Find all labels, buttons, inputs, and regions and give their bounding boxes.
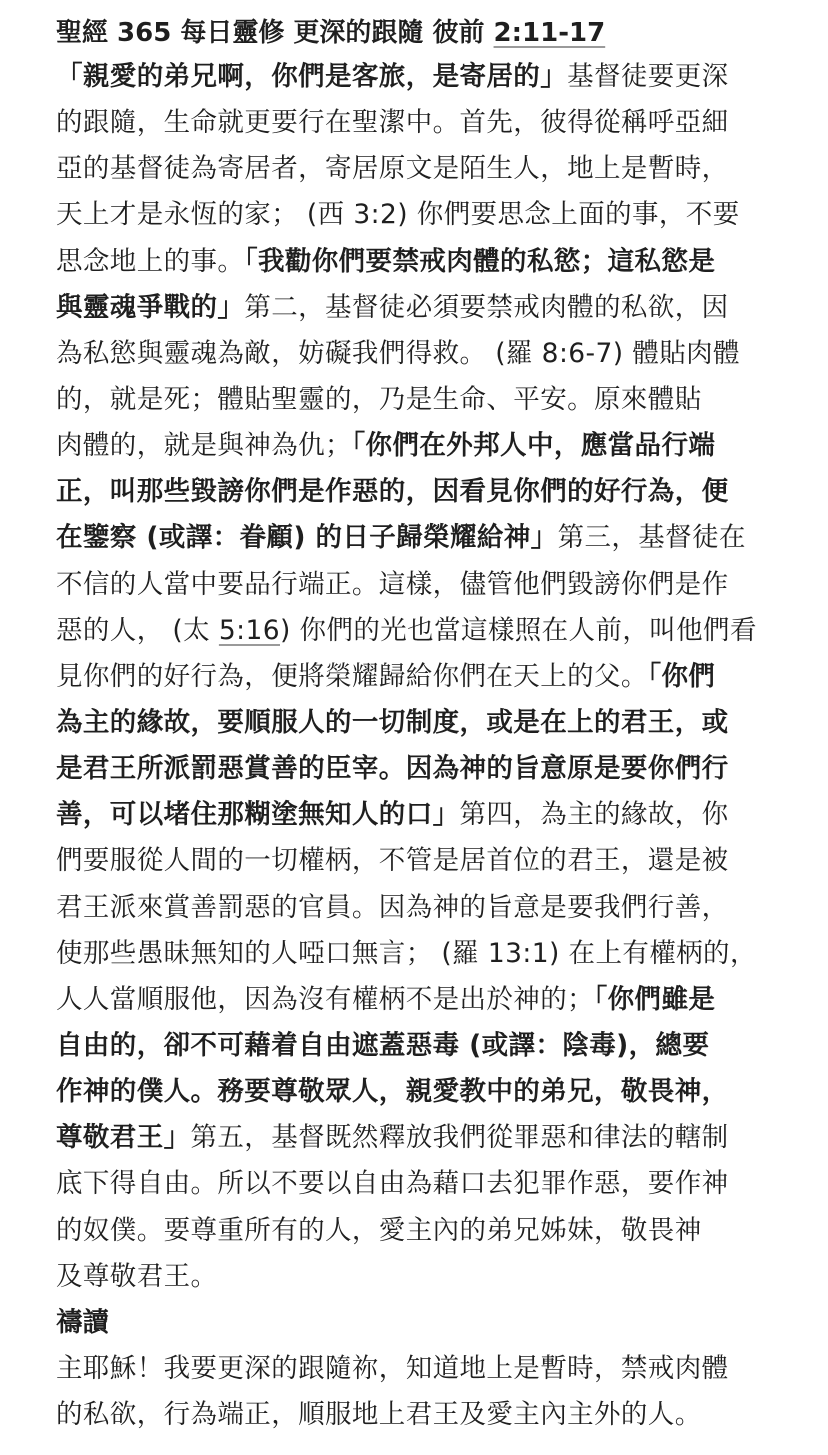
prayer-line: 主耶穌！我要更深的跟隨祢，知道地上是暫時，禁戒肉體 [56, 1352, 729, 1384]
body-text-segment: 底下得自由。所以不要以自由為藉口去犯罪作惡，要作神 [56, 1168, 729, 1200]
scripture-quote: 在鑒察 (或譯：眷顧) 的日子歸榮耀給神」 [56, 522, 558, 554]
body-line [56, 931, 778, 977]
body-line [56, 977, 778, 1023]
title-scripture-reference[interactable]: 2:11-17 [493, 18, 606, 48]
body-text-segment: 人人當順服他，因為沒有權柄不是出於神的； [56, 983, 594, 1015]
body-text-segment: 不信的人當中要品行端正。這樣，儘管他們毀謗你們是作 [56, 568, 729, 600]
scripture-quote: 是君王所派罰惡賞善的臣宰。因為神的旨意原是要你們行 [56, 753, 729, 785]
scripture-quote: 「你們 [647, 660, 716, 692]
body-text-segment: 惡的人， (太 [56, 614, 219, 646]
body-text-segment: 亞的基督徒為寄居者，寄居原文是陌生人，地上是暫時， [56, 153, 729, 185]
body-text-segment: 肉體的，就是與神為仇； [56, 430, 352, 462]
body-line [56, 1115, 778, 1161]
body-line [56, 1023, 778, 1069]
body-text-segment: 的奴僕。要尊重所有的人，愛主內的弟兄姊妹，敬畏神 [56, 1214, 702, 1246]
scripture-reference-link[interactable]: 5:16 [218, 614, 280, 646]
page-title [56, 12, 778, 54]
scripture-quote: 自由的，卻不可藉着自由遮蓋惡毒 (或譯：陰毒)，總要 [56, 1029, 710, 1061]
body-text-segment: 的，就是死；體貼聖靈的，乃是生命、平安。原來體貼 [56, 383, 702, 415]
body-text-segment: 基督徒要更深 [567, 61, 729, 92]
prayer-body [56, 1346, 778, 1438]
body-line [56, 515, 778, 561]
body-text-segment: 天上才是永恆的家； (西 3:2) 你們要思念上面的事，不要 [56, 199, 740, 231]
body-text-segment: 為私慾與靈魂為敵，妨礙我們得救。 (羅 8:6-7) 體貼肉體 [56, 337, 740, 369]
title-text: 聖經 365 每日靈修 更深的跟隨 彼前 [56, 18, 494, 48]
body-text-segment: 使那些愚昧無知的人啞口無言； (羅 13:1) 在上有權柄的， [56, 937, 757, 969]
body-line [56, 146, 778, 192]
scripture-quote: 作神的僕人。務要尊敬眾人，親愛教中的弟兄，敬畏神， [56, 1076, 729, 1108]
body-text-segment: 第五，基督既然釋放我們從罪惡和律法的轄制 [190, 1122, 729, 1154]
scripture-quote: 為主的緣故，要順服人的一切制度，或是在上的君王，或 [56, 706, 729, 738]
body-line [56, 1254, 778, 1300]
scripture-quote: 「你們在外邦人中，應當品行端 [351, 430, 716, 462]
body-line [56, 608, 778, 654]
body-line [56, 1208, 778, 1254]
body-line [56, 239, 778, 285]
scripture-quote: 與靈魂爭戰的」 [56, 291, 245, 323]
body-line [56, 100, 778, 146]
scripture-quote: 尊敬君王」 [56, 1122, 191, 1154]
body-line [56, 1069, 778, 1115]
body-line [56, 654, 778, 700]
body-line [56, 838, 778, 884]
body-line [56, 562, 778, 608]
body-line [56, 192, 778, 238]
body-text-segment: 們要服從人間的一切權柄，不管是居首位的君王，還是被 [56, 845, 729, 877]
body-line [56, 746, 778, 792]
body-line [56, 700, 778, 746]
body-line [56, 792, 778, 838]
body-text-segment: 見你們的好行為，便將榮耀歸給你們在天上的父。 [56, 660, 648, 692]
body-text-segment: 第三，基督徒在 [557, 522, 746, 554]
prayer-line: 的私欲，行為端正，順服地上君王及愛主內主外的人。 [56, 1399, 702, 1431]
body-line [56, 469, 778, 515]
body-line [56, 331, 778, 377]
body-text-segment: ) 你們的光也當這樣照在人前，叫他們看 [280, 614, 757, 646]
body-text-segment: 君王派來賞善罰惡的官員。因為神的旨意是要我們行善， [56, 891, 729, 923]
body-line [56, 423, 778, 469]
body-text-segment: 思念地上的事。 [56, 245, 245, 277]
body-line [56, 1161, 778, 1207]
body-line [56, 54, 778, 100]
prayer-heading: 禱讀 [56, 1306, 109, 1338]
scripture-quote: 善，可以堵住那糊塗無知人的口」 [56, 799, 460, 831]
scripture-quote: 「我勸你們要禁戒肉體的私慾；這私慾是 [244, 245, 716, 277]
body-line [56, 885, 778, 931]
devotional-body [56, 54, 778, 1300]
scripture-quote: 正，叫那些毀謗你們是作惡的，因看見你們的好行為，便 [56, 476, 729, 508]
body-text-segment: 及尊敬君王。 [56, 1260, 218, 1292]
body-line [56, 377, 778, 423]
scripture-quote: 「親愛的弟兄啊，你們是客旅，是寄居的」 [56, 61, 568, 92]
body-text-segment: 的跟隨，生命就更要行在聖潔中。首先，彼得從稱呼亞細 [56, 107, 729, 139]
body-text-segment: 第四，為主的緣故，你 [459, 799, 729, 831]
body-line [56, 285, 778, 331]
body-text-segment: 第二，基督徒必須要禁戒肉體的私欲，因 [244, 291, 729, 323]
scripture-quote: 「你們雖是 [594, 983, 716, 1015]
